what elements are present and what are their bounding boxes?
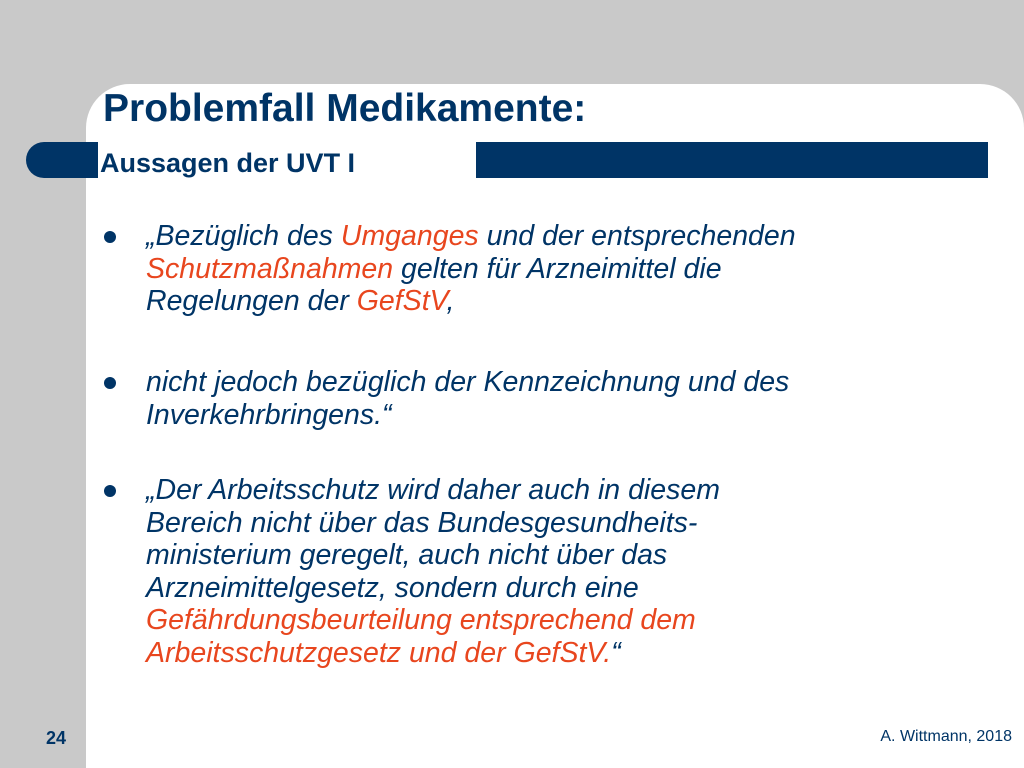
subtitle-band: [98, 142, 476, 178]
text-segment: Inverkehrbringens.“: [146, 398, 392, 431]
bullet-dot-icon: [104, 231, 116, 243]
text-segment: „Der Arbeitsschutz wird daher auch in diesem: [146, 474, 720, 506]
highlighted-text: Gefährdungsbeurteilung entsprechend dem: [146, 604, 696, 636]
slide-subtitle: Aussagen der UVT I: [100, 148, 356, 178]
bullet-line: [146, 539, 946, 572]
page-number: 24: [46, 728, 67, 748]
highlighted-text: GefStV: [356, 285, 447, 317]
text-segment: und der entsprechenden: [478, 220, 796, 252]
bullet-text-2: [146, 366, 946, 431]
bullet-dot-icon: [104, 377, 116, 389]
text-segment: “: [611, 636, 621, 669]
bullet-line: [146, 507, 946, 540]
text-segment: ministerium geregelt, auch nicht über das: [146, 539, 668, 571]
text-segment: nicht jedoch bezüglich der Kennzeichnung und des: [146, 366, 790, 398]
bullet-text-3: [146, 474, 946, 669]
bullet-dot-icon: [104, 485, 116, 497]
text-segment: „Bezüglich des: [146, 220, 341, 252]
bullet-line: [146, 474, 946, 507]
bullet-line: [146, 399, 946, 432]
bullet-line: [146, 220, 946, 253]
slide-title: Problemfall Medikamente:: [103, 87, 587, 130]
bullet-line: [146, 366, 946, 399]
bullet-line: [146, 604, 946, 637]
highlighted-text: Schutzmaßnahmen: [146, 252, 394, 285]
author-credit: A. Wittmann, 2018: [880, 728, 1012, 745]
highlighted-text: Umganges: [340, 220, 479, 252]
text-segment: Regelungen der: [146, 285, 357, 317]
text-segment: ,: [446, 285, 455, 317]
bullet-text-1: [146, 220, 946, 318]
bullet-line: [146, 253, 946, 286]
bullet-line: [146, 285, 946, 318]
bullet-line: [146, 637, 946, 670]
bullet-line: [146, 572, 946, 605]
highlighted-text: Arbeitsschutzgesetz und der GefStV.: [146, 636, 612, 669]
text-segment: Arzneimittelgesetz, sondern durch eine: [146, 571, 639, 604]
text-segment: gelten für Arzneimittel die: [393, 252, 722, 285]
text-segment: Bereich nicht über das Bundesgesundheits-: [146, 506, 698, 539]
